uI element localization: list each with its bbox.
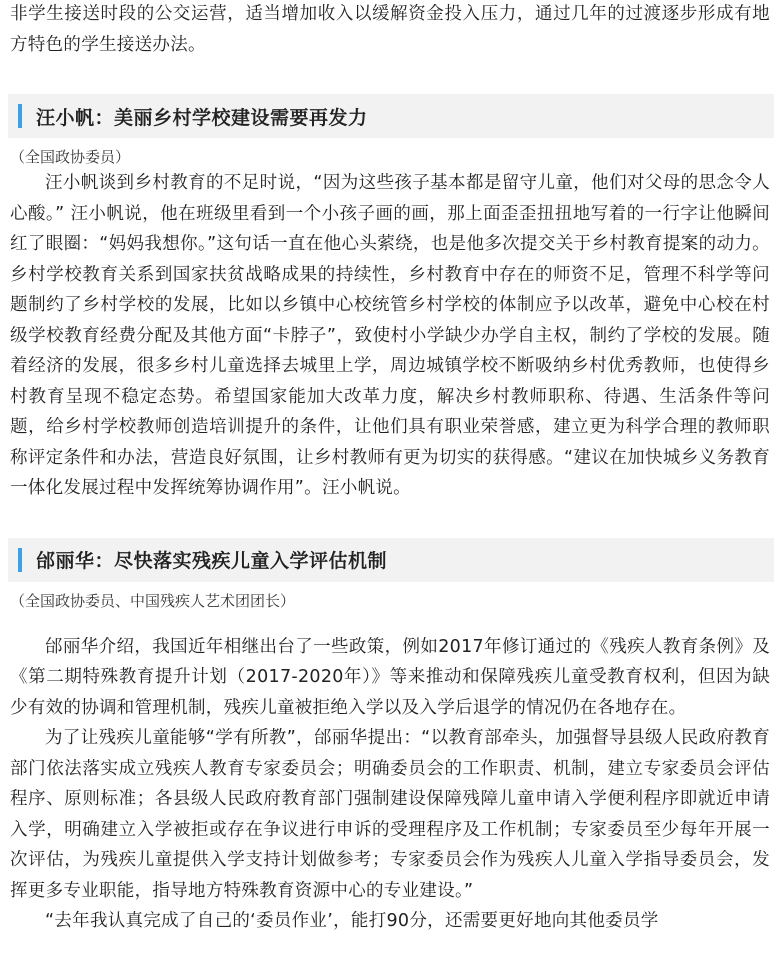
- section-title: 邰丽华：尽快落实残疾儿童入学评估机制: [36, 550, 388, 572]
- section-heading-wang: [8, 94, 774, 138]
- section-title: 汪小帆：美丽乡村学校建设需要再发力: [36, 106, 368, 129]
- intro-paragraph: 非学生接送时段的公交运营，适当增加收入以缓解资金投入压力，通过几年的过渡逐步形成有地方特色的学生接送办法。: [10, 4, 770, 55]
- body-paragraph: 为了让残疾儿童能够“学有所教”，邰丽华提出：“以教育部牵头，加强督导县级人民政府教育部门依法落实成立残疾人教育专家委员会；明确委员会的工作职责、机制，建立专家委员会评估程序、原则标准；各县级人民政府教育部门强制建设保障残障儿童申请入学便利程序即就近申请入学，明确建立入学被拒或存在争议进行申诉的受理程序及工作机制；专家委员至少每年开展一次评估，为残疾儿童提供入学支持计划做参考；专家委员会作为残疾人儿童入学指导委员会，发挥更多专业职能，指导地方特殊教育资源中心的专业建设。”: [10, 728, 770, 901]
- section-accent-bar: [18, 104, 22, 128]
- section-heading-tai: [8, 538, 774, 582]
- section-accent-bar: [18, 548, 22, 572]
- speaker-role-note: （全国政协委员、中国残疾人艺术团团长）: [10, 591, 296, 610]
- speaker-role-note: （全国政协委员）: [10, 148, 131, 166]
- body-paragraph: 汪小帆谈到乡村教育的不足时说，“因为这些孩子基本都是留守儿童，他们对父母的思念令人心酸。” 汪小帆说，他在班级里看到一个小孩子画的画，那上面歪歪扭扭地写着的一行字让他瞬间红了眼圈：“妈妈我想你。”这句话一直在他心头萦绕，也是他多次提交关于乡村教育提案的动力。乡村学校教育关系到国家扶贫战略成果的持续性，乡村教育中存在的师资不足，管理不科学等问题制约了乡村学校的发展，比如以乡镇中心校统管乡村学校的体制应予以改革，避免中心校在村级学校教育经费分配及其他方面“卡脖子”，致使村小学缺少办学自主权，制约了学校的发展。随着经济的发展，很多乡村儿童选择去城里上学，周边城镇学校不断吸纳乡村优秀教师，也使得乡村教育呈现不稳定态势。希望国家能加大改革力度，解决乡村教师职称、待遇、生活条件等问题，给乡村学校教师创造培训提升的条件，让他们具有职业荣誉感，建立更为科学合理的教师职称评定条件和办法，营造良好氛围，让乡村教师有更为切实的获得感。“建议在加快城乡义务教育一体化发展过程中发挥统筹协调作用”。汪小帆说。: [10, 173, 770, 498]
- body-paragraph: “去年我认真完成了自己的‘委员作业’，能打90分，还需要更好地向其他委员学: [45, 911, 659, 931]
- body-paragraph: 邰丽华介绍，我国近年相继出台了一些政策，例如2017年修订通过的《残疾人教育条例》及《第二期特殊教育提升计划（2017-2020年）》等来推动和保障残疾儿童受教育权利，但因为缺少有效的协调和管理机制，残疾儿童被拒绝入学以及入学后退学的情况仍在各地存在。: [10, 636, 770, 718]
